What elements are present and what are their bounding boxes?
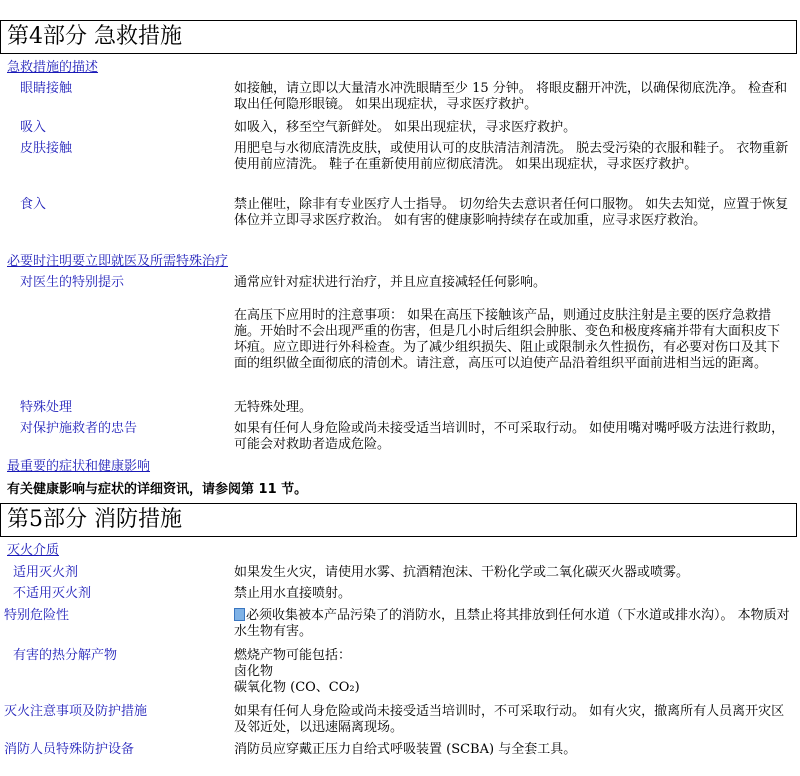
decomposition-line-1: 燃烧产物可能包括： [234,648,352,663]
firefighting-precautions-text: 如果有任何人身危险或尚未接受适当培训时，不可采取行动。 如有火灾，撤离所有人员离开灾区及邻近处，以迅速隔离现场。 [234,704,785,735]
section5-title: 第5部分 消防措施 [0,503,797,537]
special-treatment-text: 无特殊处理。 [234,400,313,415]
unsuitable-media-text: 禁止用水直接喷射。 [234,586,352,601]
edit-marker-icon [234,608,245,621]
rescuer-protection-text: 如果有任何人身危险或尚未接受适当培训时，不可采取行动。 如使用嘴对嘴呼吸方法进行救助，可能会对救助者造成危险。 [234,421,785,452]
eye-contact-label: 眼睛接触 [20,81,73,96]
decomposition-line-2: 卤化物 [234,664,274,679]
ingestion-text: 禁止催吐，除非有专业医疗人士指导。 切勿给失去意识者任何口服物。 如失去知觉，应置于恢复体位并立即寻求医疗救治。 如有害的健康影响持续存在或加重，应寻求医疗救治。 [234,197,789,228]
firefighter-ppe-text: 消防员应穿戴正压力自给式呼吸装置 (SCBA) 与全套工具。 [234,742,577,757]
firefighter-ppe-label: 消防人员特殊防护设备 [4,742,135,757]
extinguishing-media-heading[interactable]: 灭火介质 [7,543,60,558]
symptoms-heading[interactable]: 最重要的症状和健康影响 [7,459,151,474]
specific-hazards-text [234,608,790,640]
suitable-media-text: 如果发生火灾，请使用水雾、抗酒精泡沫、干粉化学或二氧化碳灭火器或喷雾。 [234,565,690,580]
decomposition-line-3: 碳氧化物 (CO、CO₂) [234,680,360,695]
doctor-note-text: 通常应针对症状进行治疗，并且应直接减轻任何影响。 [234,275,547,290]
inhalation-text: 如吸入，移至空气新鲜处。 如果出现症状，寻求医疗救护。 [234,120,577,135]
unsuitable-media-label: 不适用灭火剂 [13,586,92,601]
inhalation-label: 吸入 [20,120,47,135]
decomposition-products-label: 有害的热分解产物 [13,648,118,663]
high-pressure-note-text: 在高压下应用时的注意事项： 如果在高压下接触该产品，则通过皮肤注射是主要的医疗急救措施。开始时不会出现严重的伤害，但是几小时后组织会肿胀、变色和极度疼痛并带有大面积皮下坏疽。应立即进行外科检查。为了减少组织损失、阻止或限制永久性损伤，有必要对伤口及其下面的组织做全面彻底的清创术。请注意，高压可以迫使产品沿着组织平面前进相当远的距离。 [234,308,781,371]
first-aid-description-heading[interactable]: 急救措施的描述 [7,60,99,75]
section4-title: 第4部分 急救措施 [0,20,797,54]
firefighting-precautions-label: 灭火注意事项及防护措施 [4,704,148,719]
specific-hazards-label: 特别危险性 [4,608,70,623]
symptoms-reference-text: 有关健康影响与症状的详细资讯，请参阅第 11 节。 [7,482,308,497]
specific-hazards-content: 必须收集被本产品污染了的消防水，且禁止将其排放到任何水道（下水道或排水沟）。 本物质对水生物有害。 [234,608,790,639]
skin-contact-text: 用肥皂与水彻底清洗皮肤，或使用认可的皮肤清洁剂清洗。 脱去受污染的衣服和鞋子。 衣物重新使用前应清洗。 鞋子在重新使用前应彻底清洗。 如果出现症状，寻求医疗救护。 [234,141,789,172]
skin-contact-label: 皮肤接触 [20,141,73,156]
suitable-media-label: 适用灭火剂 [13,565,79,580]
eye-contact-text: 如接触，请立即以大量清水冲洗眼睛至少 15 分钟。 将眼皮翻开冲洗，以确保彻底洗净。 检查和取出任何隐形眼镜。 如果出现症状，寻求医疗救护。 [234,81,788,112]
ingestion-label: 食入 [20,197,47,212]
special-treatment-label: 特殊处理 [20,400,73,415]
rescuer-protection-label: 对保护施救者的忠告 [20,421,138,436]
doctor-note-label: 对医生的特别提示 [20,275,125,290]
immediate-care-heading[interactable]: 必要时注明要立即就医及所需特殊治疗 [7,254,229,269]
